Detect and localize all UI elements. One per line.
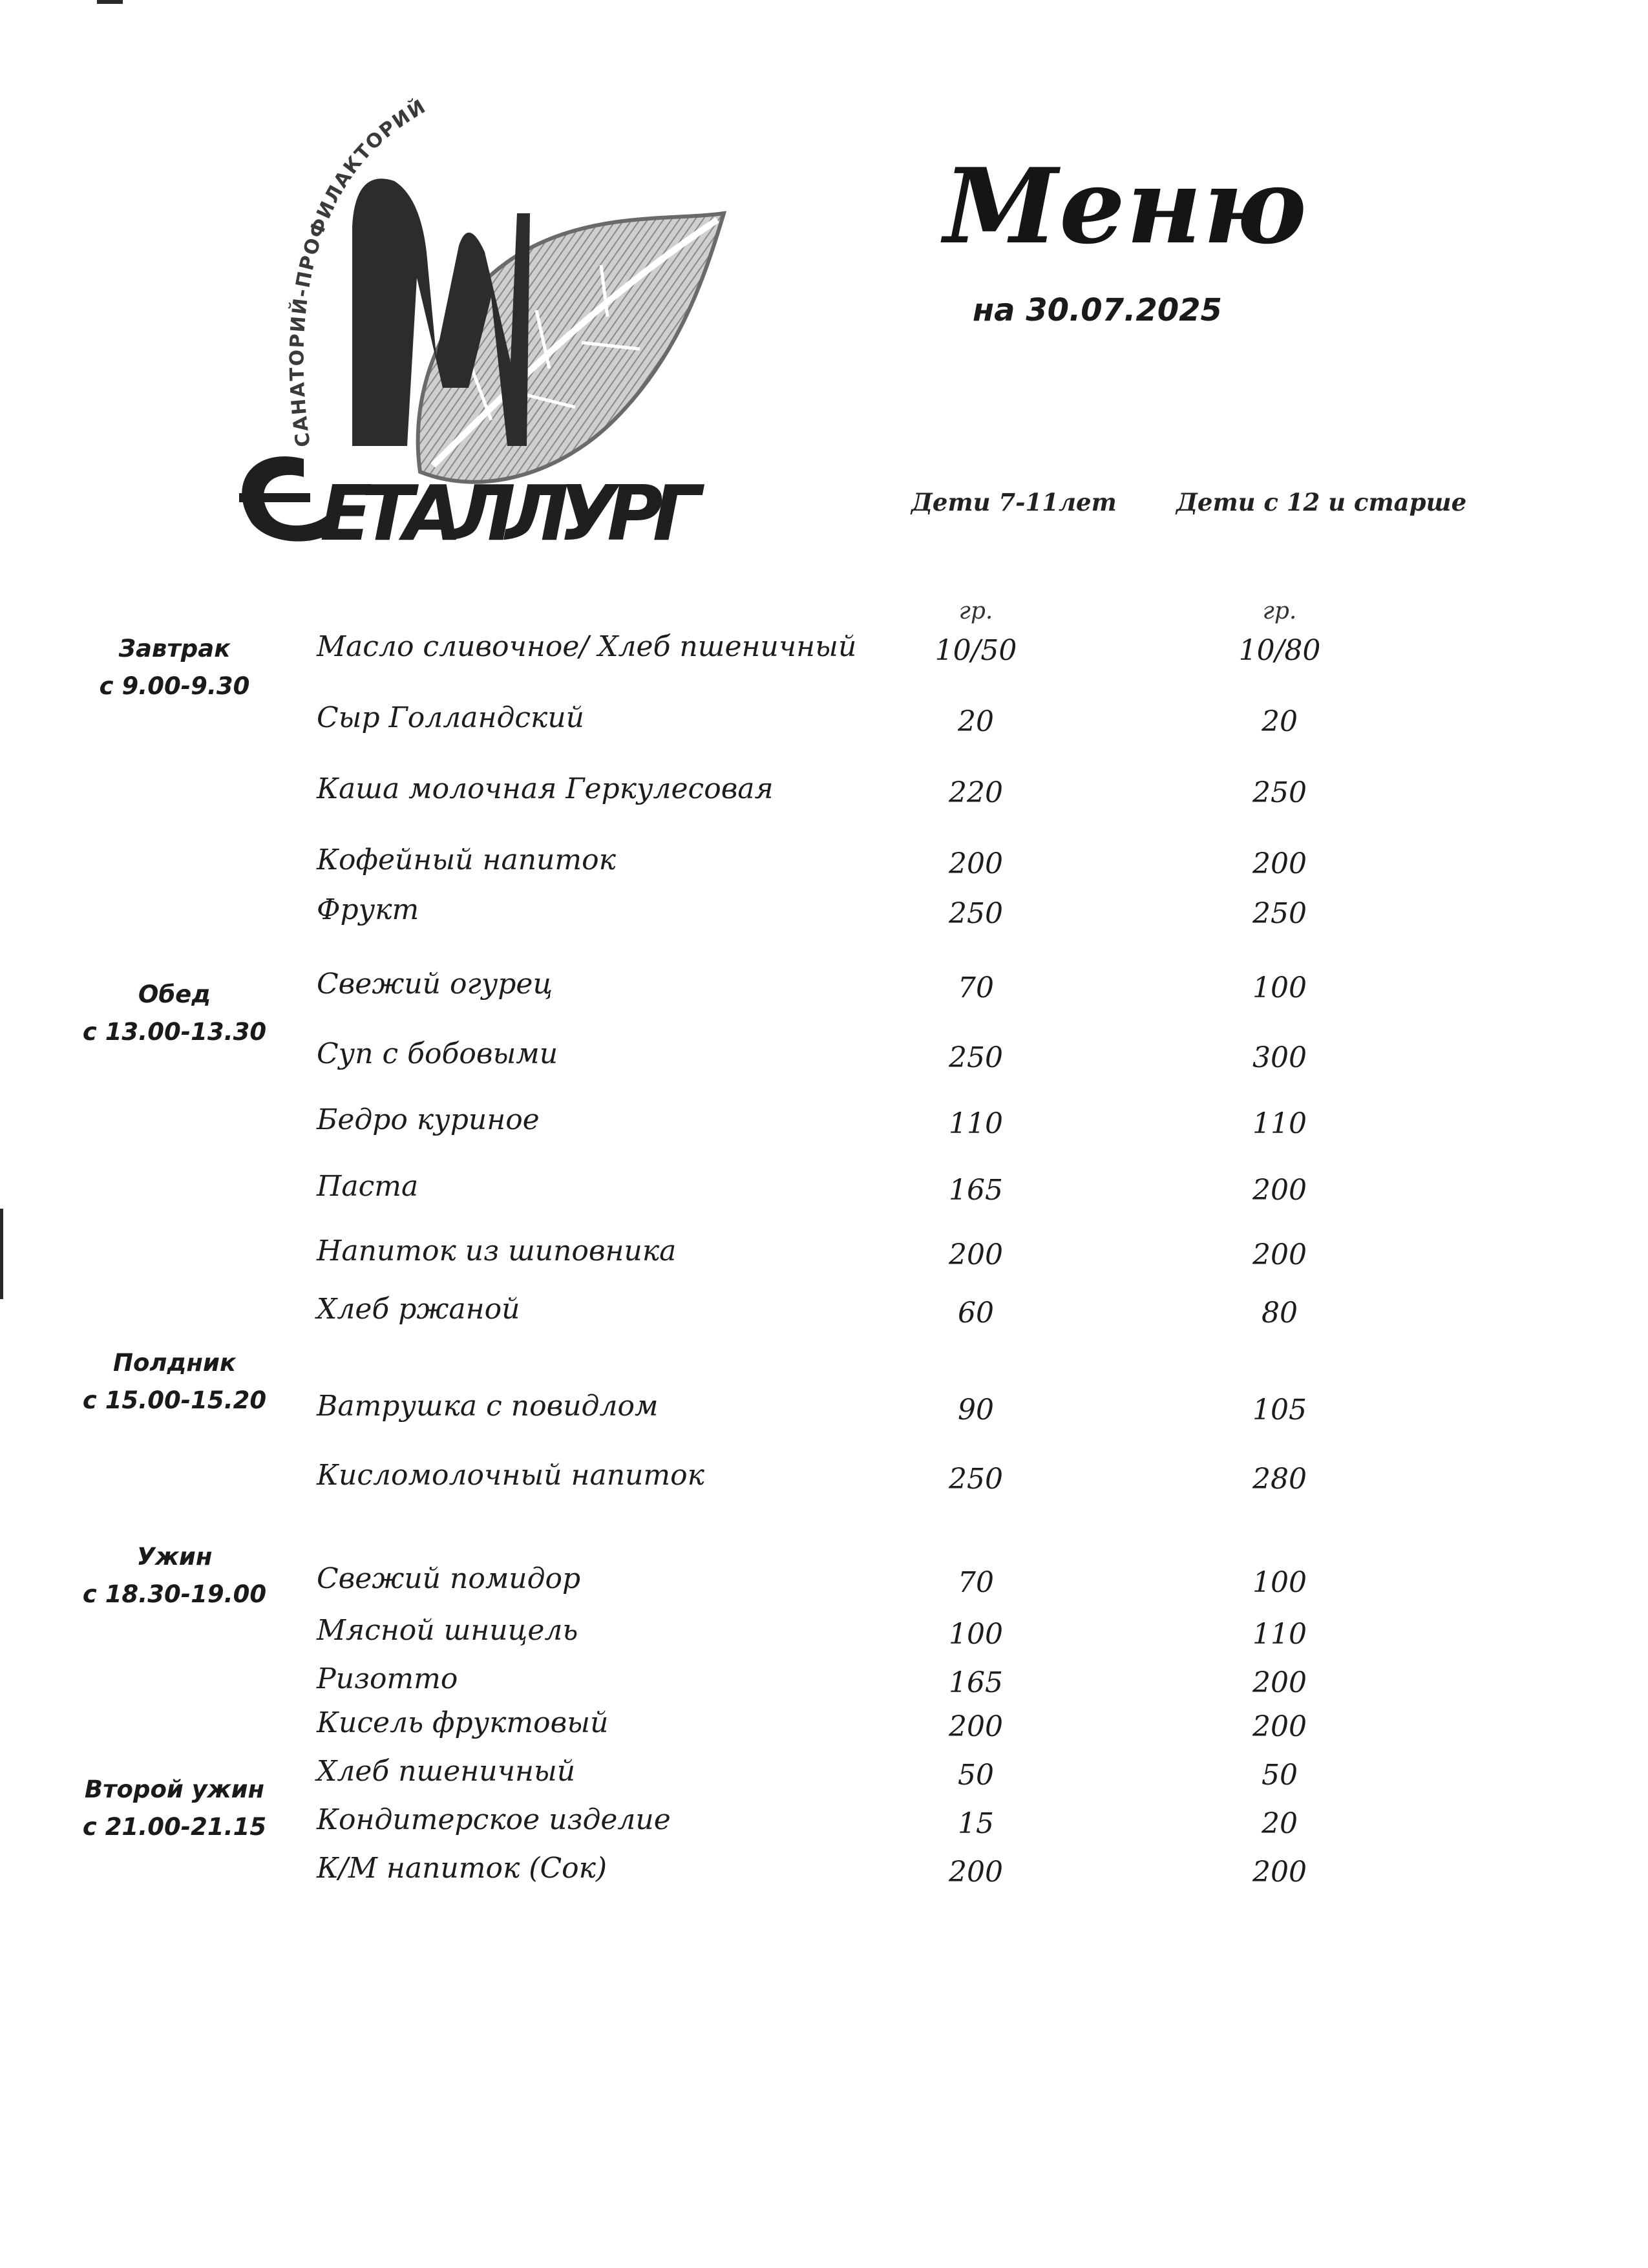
portion-kids-7-11: 200: [949, 1238, 1003, 1271]
portion-kids-12-plus: 20: [1262, 1807, 1298, 1840]
dish-name: Кисель фруктовый: [317, 1706, 609, 1739]
dish-name: Бедро куриное: [317, 1103, 540, 1136]
portion-kids-7-11: 15: [958, 1807, 994, 1840]
column-header-kids-7-11: Дети 7-11лет: [911, 488, 1117, 516]
menu-row: [0, 1293, 1648, 1338]
portion-kids-7-11: 90: [958, 1394, 994, 1426]
scan-edge-mark: [97, 0, 123, 4]
dish-name: Фрукт: [317, 893, 419, 926]
menu-row: [0, 1103, 1648, 1149]
portion-kids-12-plus: 105: [1252, 1394, 1307, 1426]
menu-row: [0, 1803, 1648, 1849]
portion-kids-7-11: 200: [949, 1856, 1003, 1889]
page-title: Меню: [944, 145, 1308, 267]
dish-name: К/М напиток (Сок): [317, 1852, 607, 1885]
dish-name: Хлеб пшеничный: [317, 1755, 576, 1788]
portion-kids-7-11: 250: [949, 1041, 1003, 1074]
dish-name: Масло сливочное/ Хлеб пшеничный: [317, 630, 857, 663]
dish-name: Каша молочная Геркулесовая: [317, 772, 774, 805]
meal-time: с 18.30-19.00: [82, 1580, 267, 1608]
dish-name: Кисломолочный напиток: [317, 1459, 704, 1492]
dish-name: Ризотто: [317, 1662, 458, 1695]
scan-edge-mark: [0, 1209, 3, 1299]
portion-kids-7-11: 20: [958, 705, 994, 738]
portion-kids-12-plus: 200: [1252, 1666, 1307, 1699]
dish-name: Ватрушка с повидлом: [317, 1390, 659, 1423]
portion-kids-7-11: 100: [949, 1618, 1003, 1651]
menu-row: [0, 843, 1648, 889]
menu-row: [0, 1614, 1648, 1659]
meal-name: Обед: [138, 980, 211, 1008]
portion-kids-12-plus: 50: [1262, 1759, 1298, 1792]
portion-kids-12-plus: 250: [1252, 776, 1307, 809]
portion-kids-12-plus: 110: [1252, 1107, 1307, 1140]
portion-kids-12-plus: 200: [1252, 1174, 1307, 1207]
portion-kids-12-plus: 20: [1262, 705, 1298, 738]
dish-name: Сыр Голландский: [317, 701, 585, 734]
column-header-kids-12-plus: Дети с 12 и старше: [1176, 488, 1467, 516]
meal-name: Ужин: [136, 1543, 213, 1571]
portion-kids-7-11: 10/50: [935, 634, 1017, 667]
portion-kids-12-plus: 100: [1252, 1566, 1307, 1599]
meal-time: с 9.00-9.30: [99, 672, 250, 700]
dish-name: Свежий огурец: [317, 968, 553, 1001]
portion-kids-12-plus: 200: [1252, 847, 1307, 880]
portion-kids-12-plus: 200: [1252, 1856, 1307, 1889]
meal-time: с 21.00-21.15: [82, 1813, 267, 1841]
portion-kids-7-11: 70: [958, 971, 994, 1004]
dish-name: Напиток из шиповника: [317, 1235, 677, 1267]
meal-name: Завтрак: [118, 635, 231, 662]
sanatorium-logo: [213, 84, 743, 549]
menu-row: [0, 1755, 1648, 1800]
portion-kids-12-plus: 100: [1252, 971, 1307, 1004]
portion-kids-7-11: 250: [949, 1463, 1003, 1496]
meal-time: с 13.00-13.30: [82, 1018, 267, 1046]
portion-kids-7-11: 60: [958, 1297, 994, 1330]
portion-kids-12-plus: 110: [1252, 1618, 1307, 1651]
menu-row: [0, 1562, 1648, 1607]
logo-brand-text: ЕТАЛЛУРГ: [320, 469, 701, 549]
menu-row: [0, 701, 1648, 747]
dish-name: Кофейный напиток: [317, 843, 616, 876]
menu-row: [0, 893, 1648, 938]
menu-row: [0, 1037, 1648, 1083]
logo-arc-text: САНАТОРИЙ-ПРОФИЛАКТОРИЙ: [286, 95, 430, 449]
portion-kids-7-11: 200: [949, 847, 1003, 880]
unit-label: гр.: [958, 598, 993, 624]
menu-row: [0, 1706, 1648, 1752]
menu-row: [0, 1170, 1648, 1215]
dish-name: Кондитерское изделие: [317, 1803, 671, 1836]
portion-kids-12-plus: 10/80: [1238, 634, 1321, 667]
portion-kids-7-11: 70: [958, 1566, 994, 1599]
dish-name: Паста: [317, 1170, 419, 1203]
portion-kids-12-plus: 80: [1262, 1297, 1298, 1330]
portion-kids-7-11: 250: [949, 897, 1003, 930]
portion-kids-12-plus: 250: [1252, 897, 1307, 930]
menu-row: [0, 630, 1648, 675]
menu-row: [0, 1852, 1648, 1897]
portion-kids-7-11: 50: [958, 1759, 994, 1792]
dish-name: Свежий помидор: [317, 1562, 581, 1595]
dish-name: Мясной шницель: [317, 1614, 578, 1647]
menu-row: [0, 772, 1648, 818]
portion-kids-12-plus: 280: [1252, 1463, 1307, 1496]
portion-kids-12-plus: 200: [1252, 1710, 1307, 1743]
unit-label: гр.: [1262, 598, 1297, 624]
dish-name: Хлеб ржаной: [317, 1293, 520, 1326]
menu-row: [0, 1662, 1648, 1708]
portion-kids-12-plus: 200: [1252, 1238, 1307, 1271]
menu-date: на 30.07.2025: [973, 292, 1222, 328]
menu-row: [0, 968, 1648, 1013]
meal-name: Полдник: [113, 1349, 236, 1377]
menu-row: [0, 1459, 1648, 1504]
meal-time: с 15.00-15.20: [82, 1386, 267, 1414]
portion-kids-7-11: 165: [949, 1666, 1003, 1699]
portion-kids-7-11: 110: [949, 1107, 1003, 1140]
menu-row: [0, 1390, 1648, 1435]
portion-kids-7-11: 220: [949, 776, 1003, 809]
portion-kids-12-plus: 300: [1252, 1041, 1307, 1074]
portion-kids-7-11: 165: [949, 1174, 1003, 1207]
meal-name: Второй ужин: [84, 1775, 265, 1803]
dish-name: Суп с бобовыми: [317, 1037, 558, 1070]
portion-kids-7-11: 200: [949, 1710, 1003, 1743]
menu-row: [0, 1235, 1648, 1280]
